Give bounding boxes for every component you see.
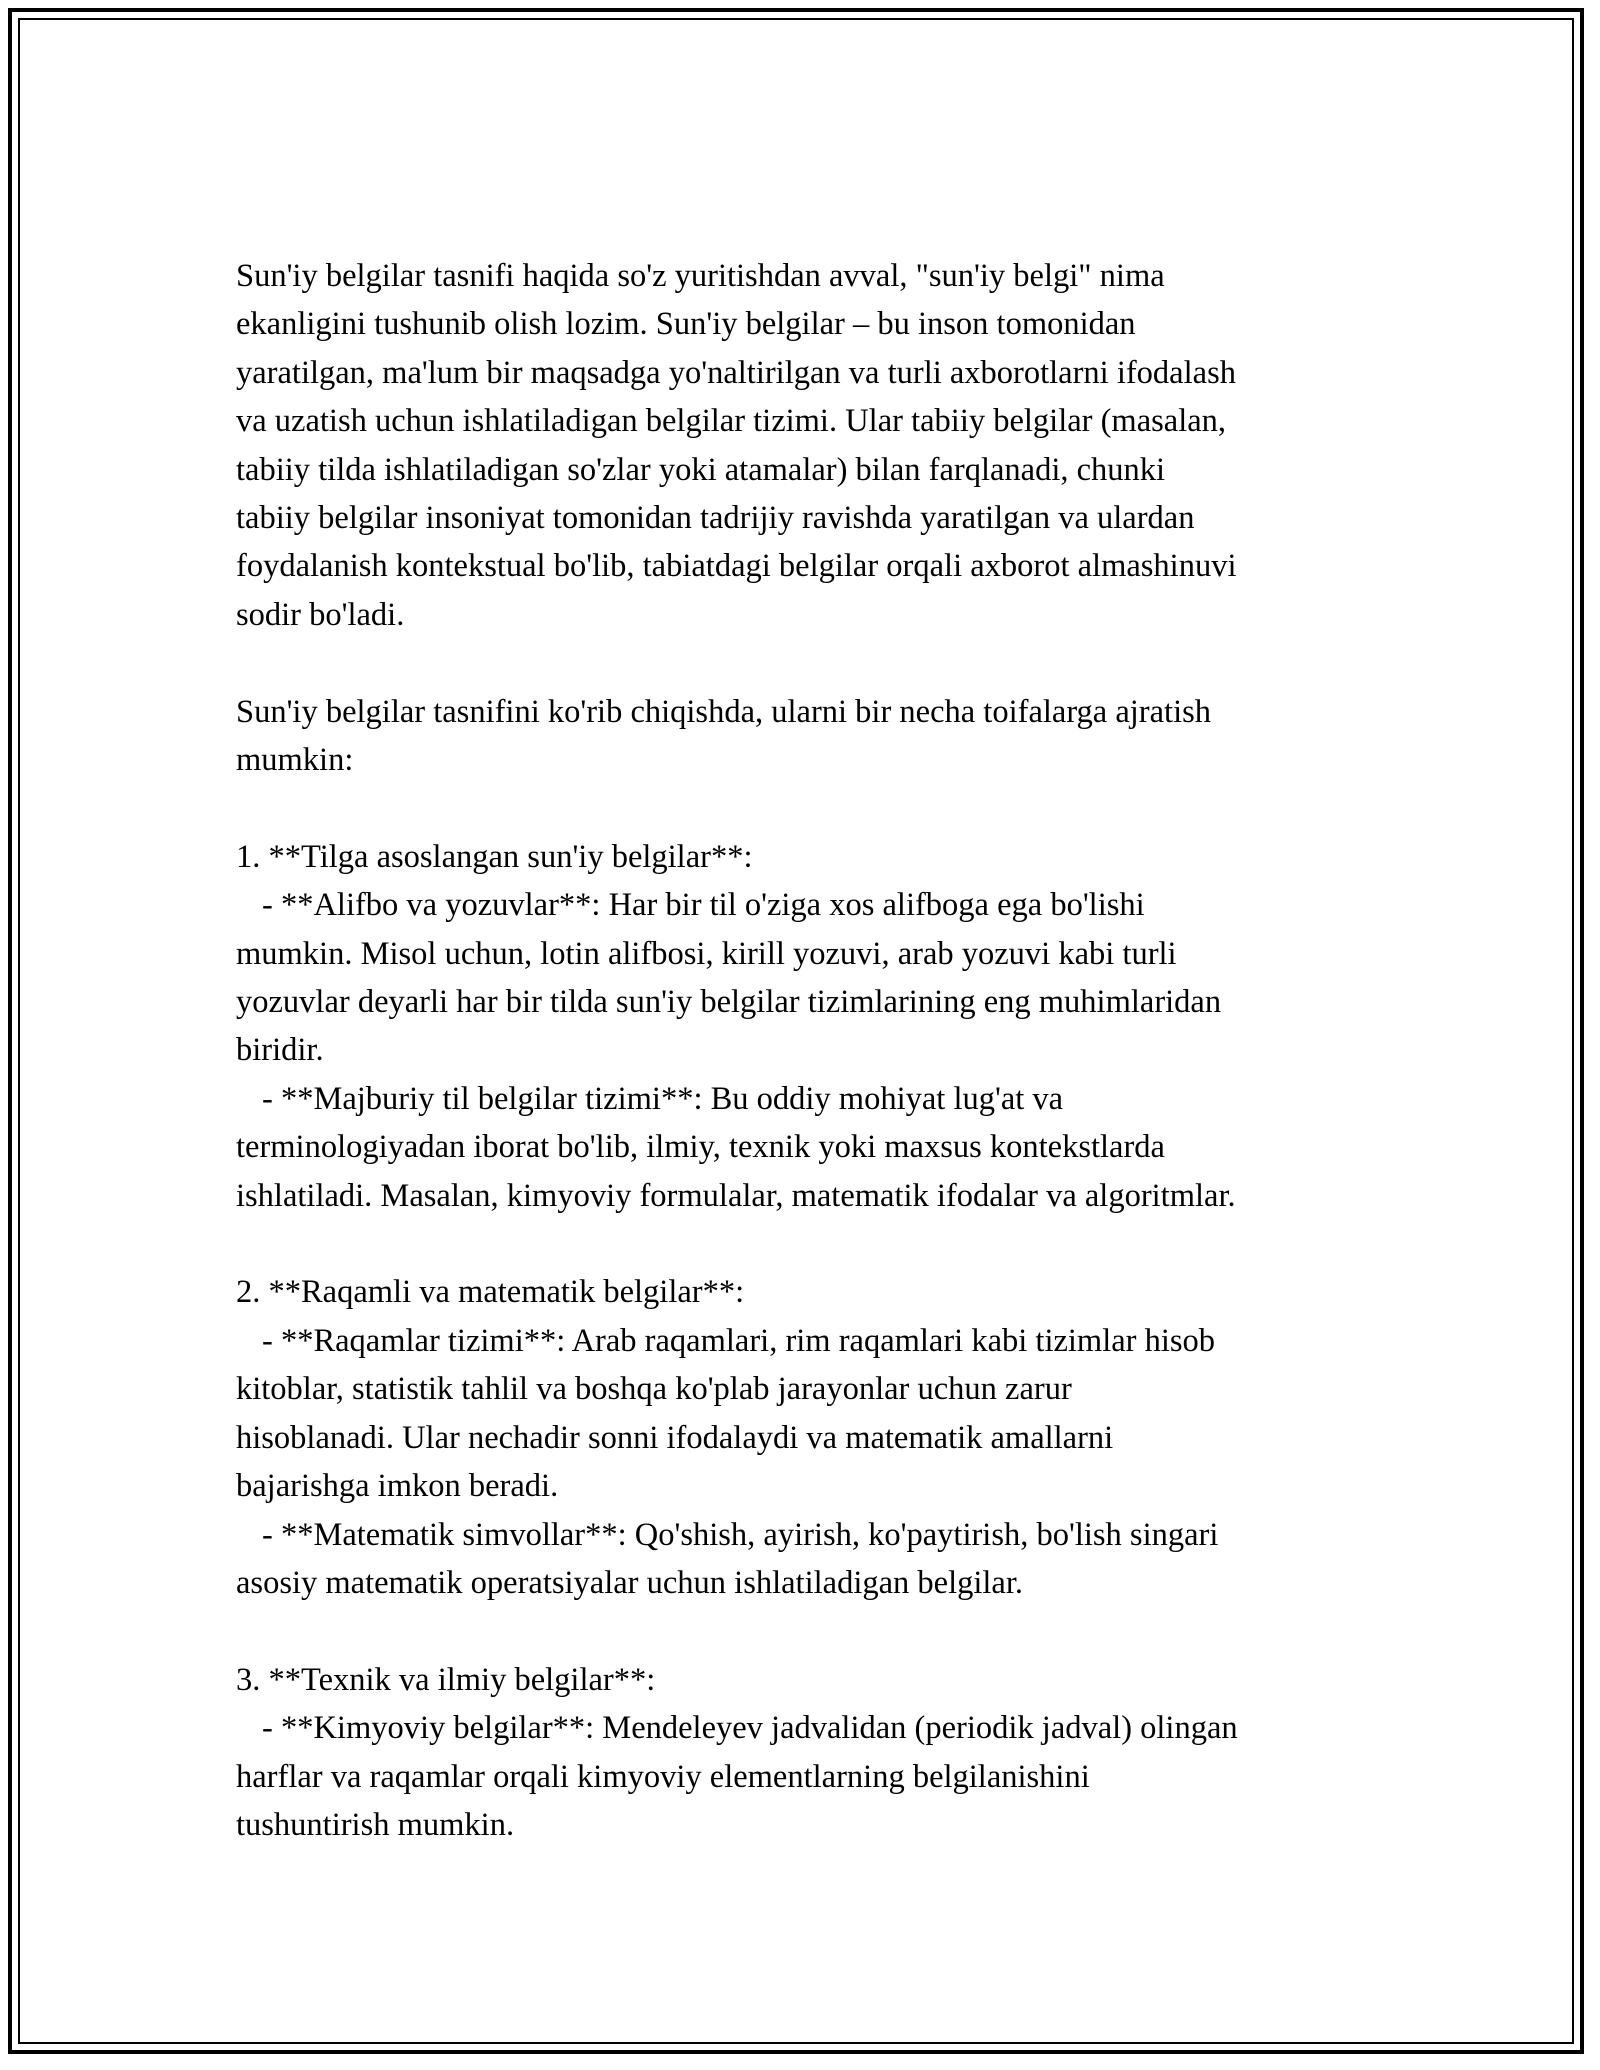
paragraph-gap	[236, 784, 1376, 832]
text-line: tabiiy tilda ishlatiladigan so'zlar yoki atamalar) bilan farqlanadi, chunki	[236, 451, 1166, 488]
paragraph-gap	[236, 639, 1376, 687]
text-line: tabiiy belgilar insoniyat tomonidan tadrijiy ravishda yaratilgan va ulardan	[236, 500, 1195, 537]
text-line: ekanligini tushunib olish lozim. Sun'iy belgilar – bu inson tomonidan	[236, 306, 1136, 343]
section-2	[236, 1268, 1376, 1607]
text-line: Sun'iy belgilar tasnifini ko'rib chiqishda, ularni bir necha toifalarga ajratish	[236, 693, 1212, 730]
list-item-line: harflar va raqamlar orqali kimyoviy elementlarning belgilanishini	[236, 1758, 1090, 1795]
text-line: Sun'iy belgilar tasnifi haqida so'z yuritishdan avval, "sun'iy belgi" nima	[236, 258, 1165, 294]
section-heading: 3. **Texnik va ilmiy belgilar**:	[236, 1661, 656, 1698]
list-item-line: hisoblanadi. Ular nechadir sonni ifodalaydi va matematik amallarni	[236, 1419, 1114, 1456]
document-body	[236, 252, 1376, 1849]
paragraph-gap	[236, 1220, 1376, 1268]
list-item-line: - **Majburiy til belgilar tizimi**: Bu oddiy mohiyat lug'at va	[262, 1080, 1064, 1117]
text-line: foydalanish kontekstual bo'lib, tabiatdagi belgilar orqali axborot almashinuvi	[236, 548, 1237, 585]
lead-paragraph	[236, 688, 1376, 785]
list-item-line: asosiy matematik operatsiyalar uchun ishlatiladigan belgilar.	[236, 1564, 1023, 1601]
text-line: sodir bo'ladi.	[236, 596, 405, 633]
section-3	[236, 1656, 1376, 1850]
intro-paragraph	[236, 252, 1376, 639]
list-item-line: - **Kimyoviy belgilar**: Mendeleyev jadvalidan (periodik jadval) olingan	[262, 1710, 1238, 1747]
list-item-line: biridir.	[236, 1032, 324, 1069]
text-line: yaratilgan, ma'lum bir maqsadga yo'naltirilgan va turli axborotlarni ifodalash	[236, 354, 1236, 391]
section-1	[236, 833, 1376, 1220]
list-item-line: kitoblar, statistik tahlil va boshqa ko'plab jarayonlar uchun zarur	[236, 1371, 1072, 1408]
list-item-line: bajarishga imkon beradi.	[236, 1468, 559, 1505]
list-item-line: - **Alifbo va yozuvlar**: Har bir til o'ziga xos alifboga ega bo'lishi	[262, 887, 1145, 924]
list-item-line: mumkin. Misol uchun, lotin alifbosi, kirill yozuvi, arab yozuvi kabi turli	[236, 935, 1177, 972]
list-item-line: - **Matematik simvollar**: Qo'shish, ayirish, ko'paytirish, bo'lish singari	[262, 1516, 1219, 1553]
section-heading: 1. **Tilga asoslangan sun'iy belgilar**:	[236, 838, 753, 875]
text-line: mumkin:	[236, 742, 354, 779]
list-item-line: tushuntirish mumkin.	[236, 1806, 515, 1843]
list-item-line: yozuvlar deyarli har bir tilda sun'iy belgilar tizimlarining eng muhimlaridan	[236, 984, 1222, 1021]
list-item-line: terminologiyadan iborat bo'lib, ilmiy, texnik yoki maxsus kontekstlarda	[236, 1129, 1165, 1166]
paragraph-gap	[236, 1607, 1376, 1655]
list-item-line: - **Raqamlar tizimi**: Arab raqamlari, rim raqamlari kabi tizimlar hisob	[262, 1322, 1216, 1359]
list-item-line: ishlatiladi. Masalan, kimyoviy formulalar, matematik ifodalar va algoritmlar.	[236, 1177, 1236, 1214]
text-line: va uzatish uchun ishlatiladigan belgilar tizimi. Ular tabiiy belgilar (masalan,	[236, 403, 1227, 440]
section-heading: 2. **Raqamli va matematik belgilar**:	[236, 1274, 745, 1311]
